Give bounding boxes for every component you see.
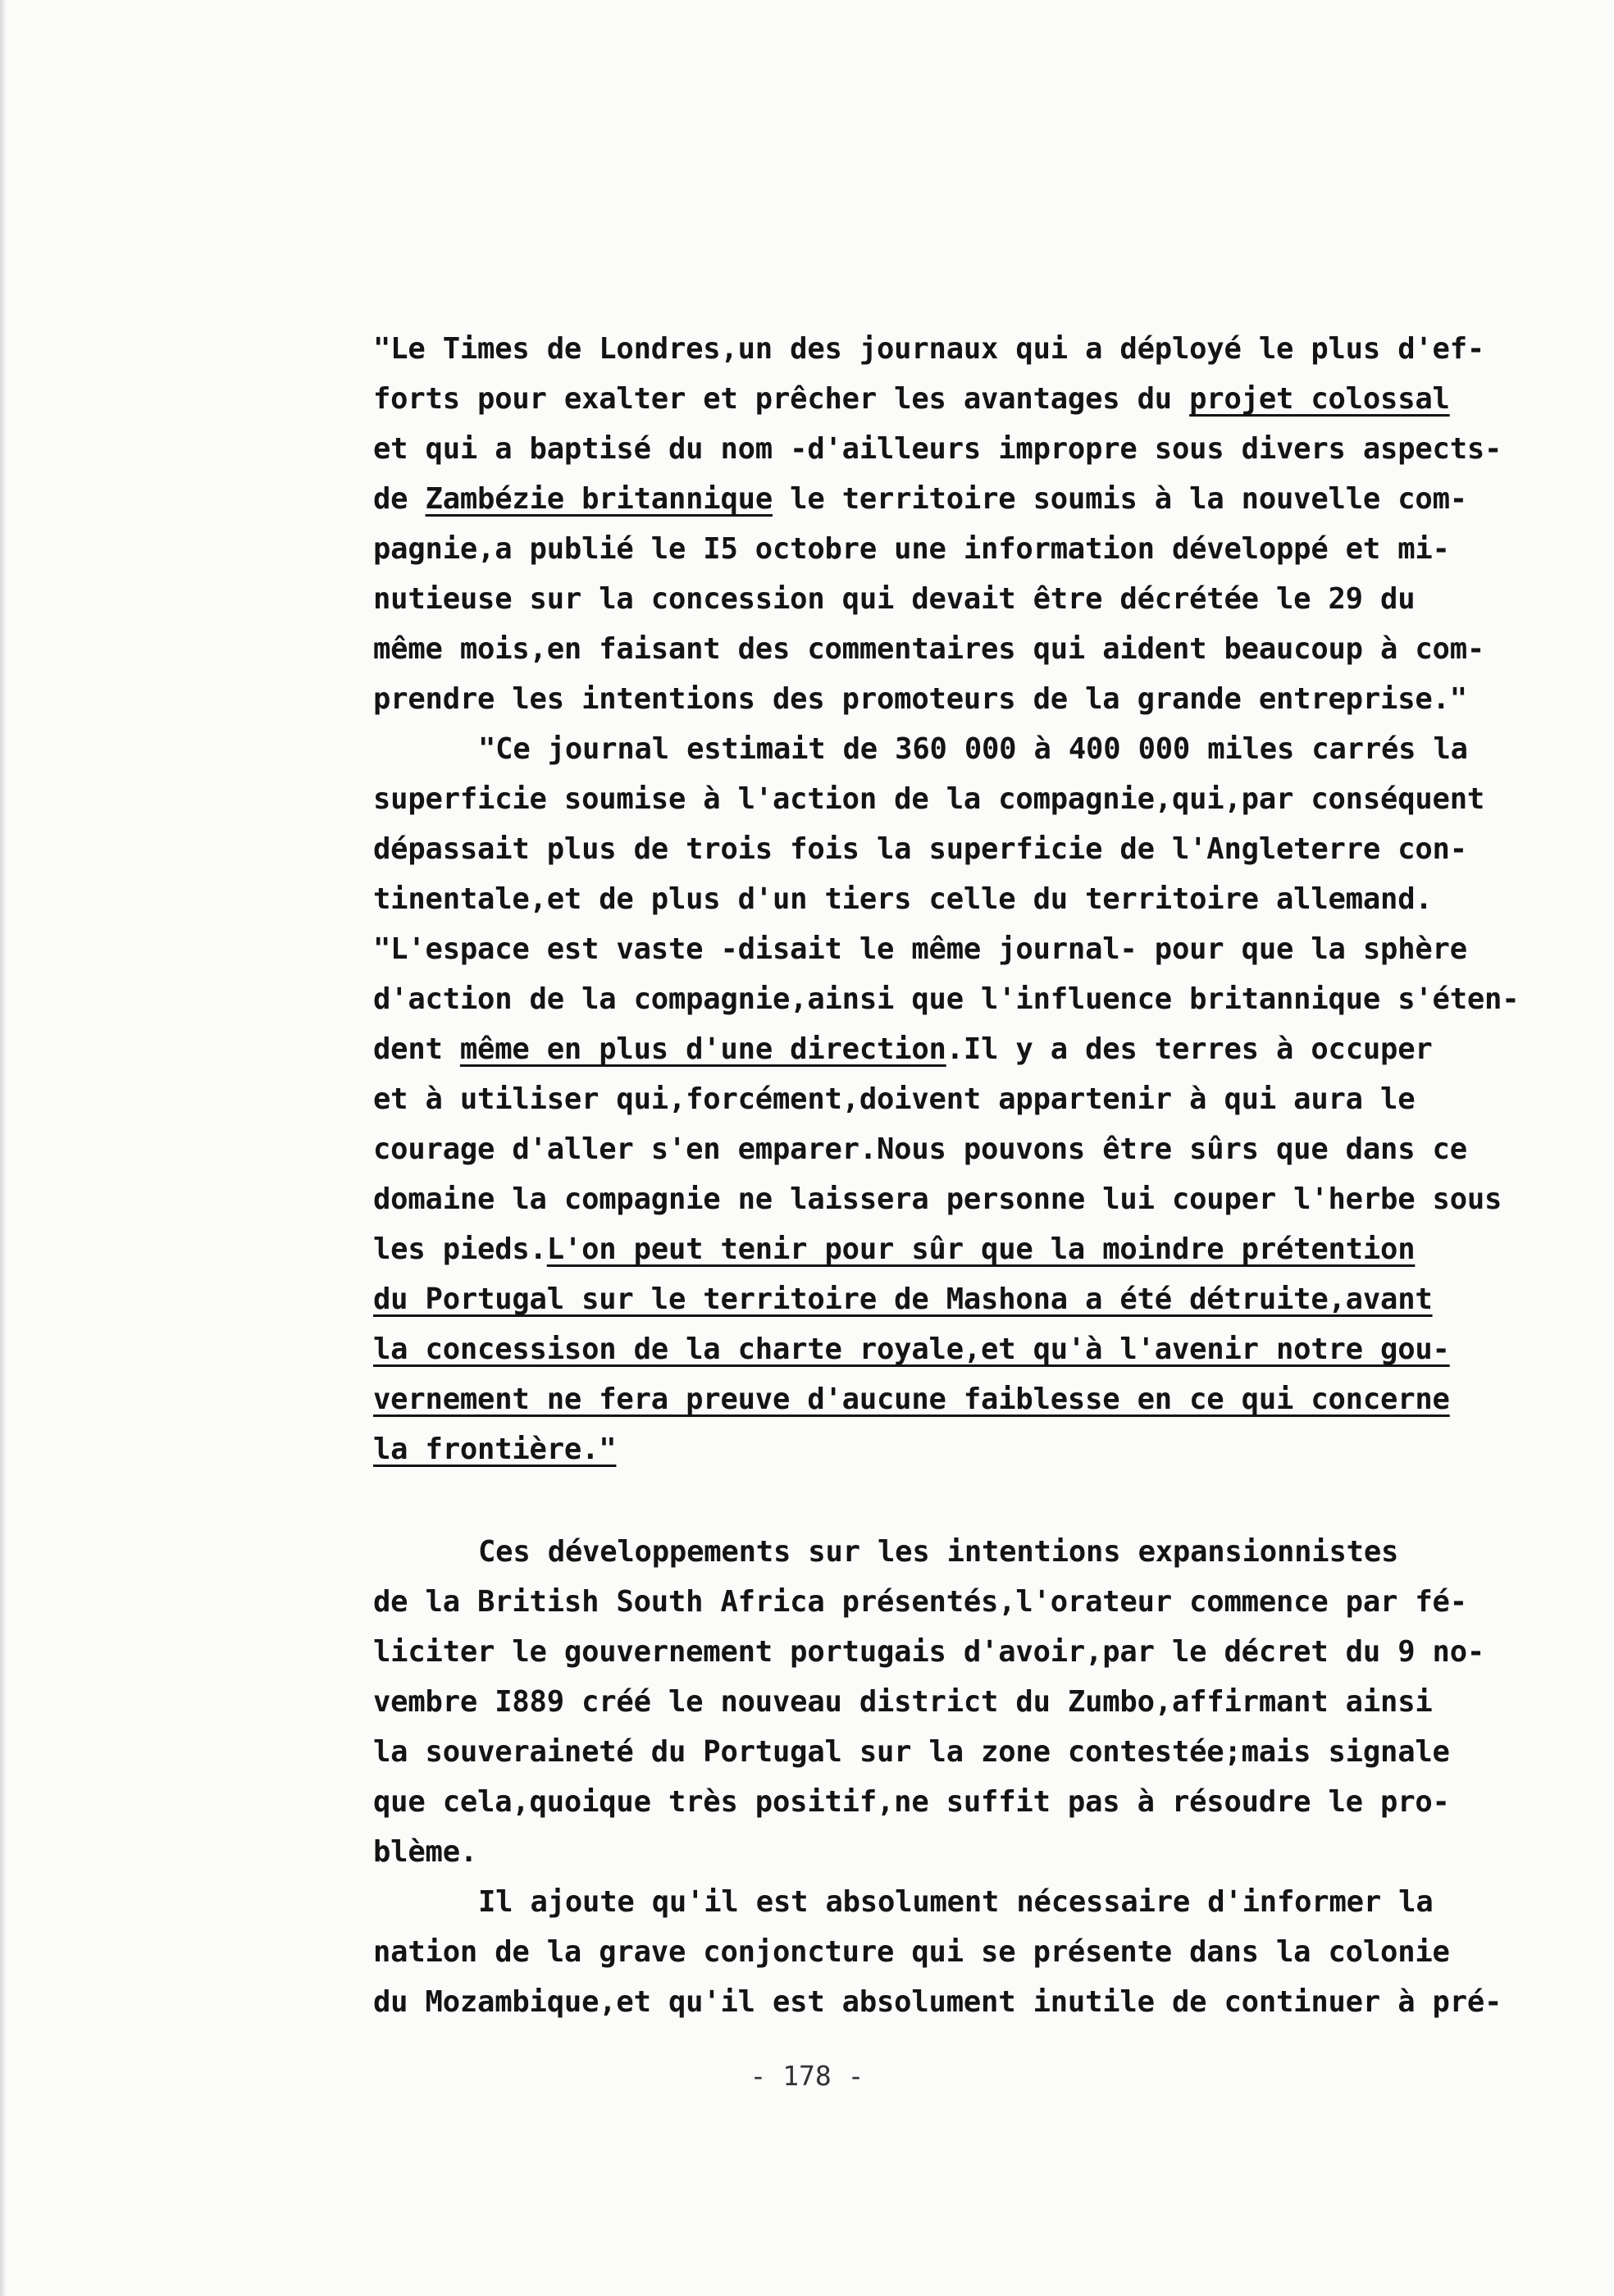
- text-line: Ces développements sur les intentions expansionnistes: [478, 1535, 1399, 1569]
- text-line: les pieds.L'on peut tenir pour sûr que la moindre prétention: [373, 1232, 1416, 1266]
- quoted-passage: [373, 324, 1519, 1474]
- text-line: "Ce journal estimait de 360 000 à 400 000 miles carrés la: [478, 732, 1468, 766]
- text-line: liciter le gouvernement portugais d'avoir,par le décret du 9 no-: [373, 1635, 1485, 1669]
- text-line: de la British South Africa présentés,l'orateur commence par fé-: [373, 1585, 1467, 1619]
- underlined-phrase: projet colossal: [1189, 382, 1450, 416]
- text-line: et qui a baptisé du nom -d'ailleurs impropre sous divers aspects-: [373, 432, 1502, 466]
- text-line: du Portugal sur le territoire de Mashona a été détruite,avant: [373, 1282, 1433, 1316]
- underlined-phrase: même en plus d'une direction: [459, 1032, 946, 1066]
- text-line: "L'espace est vaste -disait le même journal- pour que la sphère: [373, 932, 1467, 966]
- text-line: Il ajoute qu'il est absolument nécessaire d'informer la: [478, 1885, 1434, 1919]
- underlined-phrase: L'on peut tenir pour sûr que la moindre prétention: [546, 1232, 1416, 1266]
- text-line: prendre les intentions des promoteurs de la grande entreprise.": [373, 682, 1467, 716]
- underlined-phrase: Zambézie britannique: [425, 482, 773, 516]
- body-paragraphs: [373, 1527, 1502, 2027]
- text-line: tinentale,et de plus d'un tiers celle du territoire allemand.: [373, 882, 1433, 916]
- text-line: nutieuse sur la concession qui devait être décrétée le 29 du: [373, 582, 1416, 616]
- text-line: "Le Times de Londres,un des journaux qui a déployé le plus d'ef-: [373, 332, 1485, 366]
- text-line: dépassait plus de trois fois la superficie de l'Angleterre con-: [373, 832, 1467, 866]
- text-line: même mois,en faisant des commentaires qui aident beaucoup à com-: [373, 632, 1485, 666]
- page-number: - 178 -: [750, 2060, 864, 2092]
- text-line: du Mozambique,et qu'il est absolument inutile de continuer à pré-: [373, 1985, 1502, 2019]
- text-line: forts pour exalter et prêcher les avantages du projet colossal: [373, 382, 1450, 416]
- text-line: de Zambézie britannique le territoire soumis à la nouvelle com-: [373, 482, 1467, 516]
- text-line: superficie soumise à l'action de la compagnie,qui,par conséquent: [373, 782, 1485, 816]
- scan-edge: [0, 0, 7, 2296]
- text-line: la souveraineté du Portugal sur la zone contestée;mais signale: [373, 1735, 1450, 1769]
- text-line: dent même en plus d'une direction.Il y a des terres à occuper: [373, 1032, 1433, 1066]
- text-line: la concessison de la charte royale,et qu'à l'avenir notre gou-: [373, 1332, 1450, 1366]
- text-line: et à utiliser qui,forcément,doivent appartenir à qui aura le: [373, 1082, 1416, 1116]
- text-line: domaine la compagnie ne laissera personne lui couper l'herbe sous: [373, 1182, 1502, 1216]
- text-line: nation de la grave conjoncture qui se présente dans la colonie: [373, 1935, 1450, 1969]
- text-line: vembre I889 créé le nouveau district du Zumbo,affirmant ainsi: [373, 1685, 1433, 1719]
- text-line: blème.: [373, 1835, 478, 1869]
- text-line: courage d'aller s'en emparer.Nous pouvons être sûrs que dans ce: [373, 1132, 1467, 1166]
- text-line: d'action de la compagnie,ainsi que l'influence britannique s'éten-: [373, 982, 1520, 1016]
- underlined-phrase: la frontière.": [373, 1433, 617, 1466]
- text-line: [373, 1424, 1519, 1474]
- text-line: que cela,quoique très positif,ne suffit pas à résoudre le pro-: [373, 1785, 1450, 1819]
- text-line: pagnie,a publié le I5 octobre une information développé et mi-: [373, 532, 1450, 566]
- text-line: vernement ne fera preuve d'aucune faiblesse en ce qui concerne: [373, 1383, 1450, 1416]
